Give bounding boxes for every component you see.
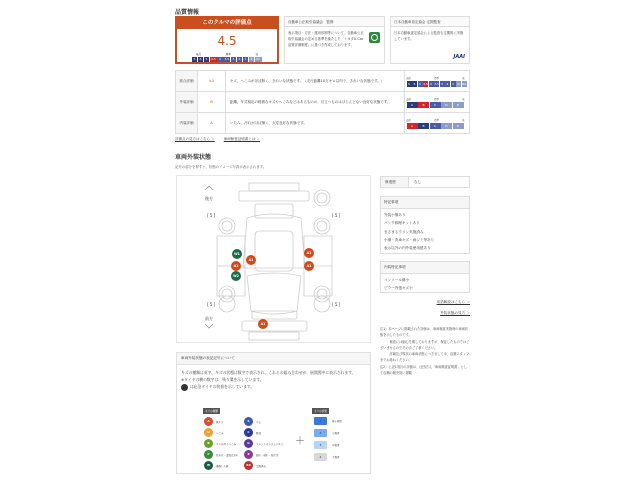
- scale-cell: S: [193, 57, 196, 61]
- plus-icon: ＋: [295, 436, 305, 447]
- scale-cell: RA: [461, 81, 466, 86]
- rating-table: [175, 70, 470, 134]
- rating-value: 4.5: [198, 71, 226, 92]
- scale-cell: 3.5: [434, 81, 439, 86]
- damage-pin[interactable]: A1: [304, 261, 314, 271]
- rating-label: 総合評価: [176, 71, 198, 92]
- special-note-item: 表示以外の内外装使用感あり: [384, 246, 431, 251]
- svg-text:[ 5 ]: [ 5 ]: [207, 302, 216, 307]
- org-jaai-header: 日本自動車査定協会 定期監査: [391, 17, 469, 27]
- org-jada-header: 自動車公正取引協議会 監修: [285, 17, 384, 27]
- repair-history-label: 修復歴: [381, 177, 409, 187]
- rating-desc: 距離、年式相応の軽微なキズやへこみなどはあるものの、目立つものはほとんどない良好な状態です。: [226, 92, 405, 113]
- damage-type-item: U へこみ: [204, 428, 224, 437]
- special-note-item: 小傷・洗車キズ・雨ジミ等あり: [384, 237, 435, 242]
- info-links: [175, 137, 268, 142]
- legend-line-1: キズの種類は英字、キズの状態は数字で表示され、これらの組み合わせが、展開図中に表示されます。: [181, 370, 356, 375]
- damage-level-item: 4 大程度: [314, 453, 340, 461]
- damage-type-item: W 補修した跡: [204, 461, 229, 470]
- damage-type-icon: W: [204, 461, 213, 470]
- notes: [380, 326, 470, 376]
- damage-type-icon: C: [244, 428, 253, 437]
- scale-cell: E: [453, 123, 464, 129]
- special-notes-box: [380, 196, 470, 254]
- repair-history-box: [380, 176, 470, 188]
- glossary-link[interactable]: 用語解説はこちら ＞: [436, 300, 470, 304]
- damage-level-swatch: 2: [314, 429, 327, 437]
- rating-scale: 最高 標準 低 A B C D E: [404, 113, 470, 134]
- rating-scale: 最高 標準 低 S 6 5 4.5 4 3.5 3 2 1 R RA: [404, 71, 470, 92]
- certification-mark-icon: [369, 32, 380, 43]
- note-line: 詳細及び現状の車両状態につきましては、店舗スタッフまでお尋ねください。: [380, 352, 470, 363]
- svg-text:[ 5 ]: [ 5 ]: [207, 213, 216, 218]
- level-tag: キズの状態: [314, 410, 327, 413]
- rating-label: 外装評価: [176, 92, 198, 113]
- scale-cell: 6: [199, 57, 202, 61]
- scale-cell: C: [430, 123, 441, 129]
- svg-text:[ 5 ]: [ 5 ]: [332, 302, 341, 307]
- label-best: 最高: [196, 53, 202, 56]
- exterior-guide-link[interactable]: 外装状態の見方 ＞: [440, 311, 470, 315]
- rating-desc: いたみ、汚れがほぼ無く、大変良好な状態です。: [226, 113, 405, 134]
- damage-type-item: B キズを伴うへこみ: [204, 439, 236, 448]
- rating-row: [176, 113, 470, 134]
- score-guide-link[interactable]: 評価点の見方はこちら ＞: [175, 137, 215, 141]
- scale-cell: 3.5: [224, 57, 230, 61]
- damage-type-item: A 線キズ: [204, 417, 223, 426]
- scale-cell: 4: [219, 57, 221, 61]
- damage-level-item: 2 小程度: [314, 429, 340, 437]
- damage-type-icon: X: [244, 450, 253, 459]
- damage-type-icon: B: [204, 439, 213, 448]
- scale-cell: 3: [441, 81, 443, 86]
- scale-cell: S: [408, 81, 410, 86]
- org-jaai-body: 日本自動車査定協会による監査も定期的に実施しています。: [394, 31, 464, 41]
- scale-cell: 4.5: [210, 57, 216, 61]
- damage-pin[interactable]: A1: [304, 248, 314, 258]
- damage-type-icon: G: [244, 439, 253, 448]
- rating-row: [176, 71, 470, 92]
- scale-cell: 5: [419, 81, 421, 86]
- damage-type-item: C 腐食: [244, 428, 261, 437]
- damage-type-item: G フロントガラス上のキズ: [244, 439, 283, 448]
- car-outline-icon: [177, 176, 372, 344]
- jaai-logo: JAAI: [453, 54, 465, 60]
- scale-cell: B: [418, 123, 429, 129]
- damage-pin[interactable]: A1: [246, 255, 256, 265]
- damage-type-item: S サビ: [244, 417, 261, 426]
- scale-cell: R: [250, 57, 253, 61]
- damage-level-swatch: 3: [314, 441, 327, 449]
- repair-history-value: なし: [414, 179, 422, 184]
- note-line: 検査には細心を期しておりますが、保証したものではございませんのでその点ご了承ください。: [380, 339, 470, 350]
- score-value: 4.5: [217, 34, 237, 48]
- damage-type-item: P 色あせ・塗装はがれ: [204, 450, 239, 459]
- scale-cell: R: [457, 81, 460, 86]
- special-note-item: 外装小傷あり: [384, 213, 406, 217]
- interior-note-item: ピラー内張キズ小: [384, 286, 413, 291]
- scale-cell: E: [453, 102, 464, 108]
- scale-cell: 5: [205, 57, 208, 61]
- legend-text: [177, 365, 370, 391]
- score-card: [175, 16, 279, 64]
- label-standard: 標準: [225, 53, 231, 56]
- scale-cell: 2: [446, 81, 449, 86]
- label-low: 低: [255, 53, 258, 56]
- org-jada-card: [284, 16, 385, 64]
- rear-label: 後方: [205, 196, 213, 201]
- rating-value: B: [198, 92, 226, 113]
- damage-type-icon: XX: [244, 461, 253, 470]
- damage-type-icon: A: [204, 417, 213, 426]
- org-jaai-card: [390, 16, 470, 64]
- certificate-link[interactable]: 車両検査証明書とは ＞: [223, 137, 260, 141]
- score-scale: [177, 57, 277, 62]
- legend-title: 車両外装状態の表記記号について: [177, 353, 370, 365]
- scale-cell: 4: [430, 81, 432, 86]
- special-note-item: パンク修理キットあり: [384, 221, 420, 226]
- exterior-subtitle: 記号の部分を押すと、状態のイメージ写真が表示されます。: [175, 165, 267, 169]
- scale-cell: 2: [238, 57, 241, 61]
- scale-cell: RA: [256, 57, 261, 61]
- scale-cell: D: [441, 123, 452, 129]
- rating-scale: 最高 標準 低 A B C D E: [404, 92, 470, 113]
- special-notes-title: 特記事項: [381, 197, 469, 209]
- note-line: 注1）本ページに掲載された評価は、車両検査実施時の車両状態を示したものです。: [380, 327, 469, 338]
- front-label: 前方: [205, 316, 213, 321]
- damage-level-item: 1 極小程度: [314, 417, 342, 425]
- damage-level-item: 3 中程度: [314, 441, 340, 449]
- org-jada-body: 表示項目・方法・運用体制等について、自動車公正取引協議会の定める基準を満たした「トヨタU-Car品質評価制度」に基づき作成しております。: [288, 31, 364, 47]
- damage-type-item: X 割れ・破れ・取れ等: [244, 450, 279, 459]
- svg-text:[ 5 ]: [ 5 ]: [332, 213, 341, 218]
- interior-note-item: コンソール傷小: [384, 278, 410, 282]
- rating-value: A: [198, 113, 226, 134]
- rating-label: 内装評価: [176, 113, 198, 134]
- damage-pin[interactable]: A1: [231, 261, 241, 271]
- rating-desc: キズ、へこみがほぼ無く、きれいな状態です。（走行距離10万キロ以内で、きれいな状態です。）: [226, 71, 405, 92]
- damage-pin[interactable]: W1: [232, 249, 242, 259]
- scale-cell: C: [430, 102, 441, 108]
- scale-cell: 1: [244, 57, 247, 61]
- quality-title: 品質情報: [175, 9, 200, 16]
- rating-row: [176, 92, 470, 113]
- exterior-title: 車両外装状態: [175, 154, 212, 161]
- damage-pin[interactable]: W2: [231, 271, 241, 281]
- legend-line-2: ※タイヤの横の数字は、残り溝を示しています。: [181, 377, 264, 383]
- damage-level-swatch: 4: [314, 453, 327, 461]
- damage-type-icon: S: [244, 417, 253, 426]
- scale-cell: 4.5: [423, 81, 428, 86]
- scale-cell: B: [418, 102, 429, 108]
- car-diagram: [176, 175, 371, 343]
- scale-cell: 3: [232, 57, 235, 61]
- note-line: 注2）上記1項目の評価は、社団法人「車両検査証明書」として店舗の販売員に掲載: [380, 364, 467, 376]
- scale-cell: 6: [413, 81, 416, 86]
- scale-cell: D: [441, 102, 452, 108]
- score-card-header: このクルマの評価点: [177, 18, 277, 29]
- scale-cell: A: [407, 102, 418, 108]
- interior-notes-box: [380, 261, 470, 293]
- damage-pin[interactable]: A1: [258, 319, 268, 329]
- interior-notes-title: 内装特記事項: [381, 262, 469, 274]
- damage-type-icon: P: [204, 450, 213, 459]
- legend-line-3: は応急タイヤの装着を示しています。: [181, 383, 366, 391]
- damage-type-item: XX 交換済み: [244, 461, 266, 470]
- type-tag: キズの種類: [205, 410, 218, 413]
- damage-type-icon: U: [204, 428, 213, 437]
- scale-cell: A: [407, 123, 418, 129]
- damage-level-swatch: 1: [314, 417, 327, 425]
- special-note-item: まるまるクリン実施済み: [384, 229, 424, 234]
- scale-cell: 1: [452, 81, 454, 86]
- spare-tire-icon: [181, 384, 188, 391]
- scale-labels: [196, 52, 258, 56]
